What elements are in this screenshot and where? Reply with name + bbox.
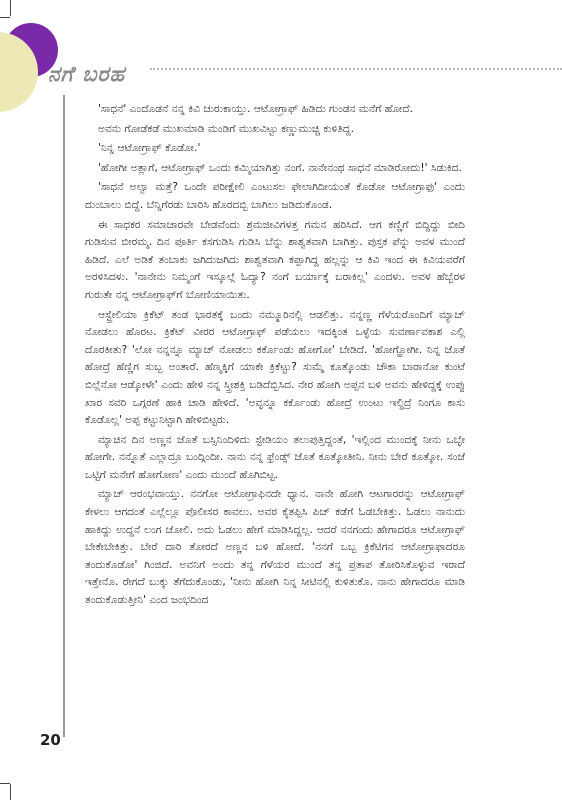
body-text [85,101,465,612]
crop-mark-top-h [0,17,10,18]
paragraph: ಮ್ಯಾಚಿನ ದಿನ ಅಣ್ಣನ ಜೊತೆ ಬಸ್ಸಿನಿಂದಿಳಿದು ಸ್ಟೇಡಿಯಂ ತಲುಪುತ್ತಿದ್ದಂತೆ, 'ಇಲ್ಲಿಂದ ಮುಂದಕ್ಕೆ ನೀನು ಒಬ್ಳೇ ಹೋಗೇ. ನನ್ನೊತೆ ಎಲ್ಲಾದ್ರೂ ಬಂದ್ಗಿಂದೀ. ನಾನು ನನ್ನ ಫ್ರೆಂಡ್ಸ್ ಜೊತೆ ಕೂತ್ಕೋತೀನಿ. ನೀನು ಬೇರೆ ಕೂತ್ಕೋ. ಸಂಜೆ ಒಟ್ಟಿಗೆ ಮನೇಗೆ ಹೋಗೋಣ' ಎಂದು ಮುಂದೆ ಹೊಗಿಬಿಟ್ಟ. [85,433,465,481]
page-number: 20 [40,731,61,749]
paragraph: ಆಸ್ಟ್ರೇಲಿಯಾ ಕ್ರಿಕೆಟ್ ತಂಡ ಭಾರತಕ್ಕೆ ಬಂದು ನಮ್ಮೂರಿನಲ್ಲಿ ಆಡಲಿತ್ತು. ನನ್ನಣ್ಣ ಗೆಳೆಯರೊಂದಿಗೆ ಮ್ಯಾಚ್ ನೋಡಲು ಹೊರಟ. ಕ್ರಿಕೆಟ್ ವೀರರ ಆಟೋಗ್ರಾಫ್ ಪಡೆಯಲು ಇದಕ್ಕಿಂತ ಒಳ್ಳೆಯ ಸುವರ್ಣಾವಕಾಶ ಎಲ್ಲಿ ದೊರಕೀತು? 'ಲೋ ನನ್ನನ್ನೂ ಮ್ಯಾಚ್ ನೋಡಲು ಕರ್ಕೊಂಡು ಹೋಗೋ' ಬೇಡಿದೆ. 'ಹೋಗ್ಹೋಗೀ. ನಿನ್ನ ಜೊತೆ ಹೋದ್ರೆ ಹೆಣ್ಣಿಗ ಸುಬ್ಬ ಅಂತಾರೆ. ಹೆಣ್ಮಕ್ಕಿಗೆ ಯಾಕೇ ಕ್ರಿಕೆಟ್ಟು? ಸುಮ್ಮೆ ಕೂತ್ಕೊಂಡು ಚೌಕಾ ಬಾರಾನೋ ಕುಂಟೆ ಬಿಲ್ಲೆನೋ ಆಡ್ಕೋಳೇ' ಎಂದು ಹೇಳಿ ನನ್ನ ಸ್ತ್ರೀಶಕ್ತಿ ಬಡಿದೆಬ್ಬಿಸಿದ. ನೇರ ಹೋಗಿ ಅಪ್ಪನ ಬಳಿ ಅವನು ಹೇಳಿದ್ದಕ್ಕೆ ಉಪ್ಪು ಖಾರ ಸವರಿ ಒಗ್ಗರಣೆ ಹಾಕಿ ಚಾಡಿ ಹೇಳಿದೆ. 'ಅವ್ಳನ್ನೂ ಕರ್ಕೊಂಡು ಹೋದ್ರೆ ಉಂಟು ಇಲ್ದಿದ್ರೆ ನಿಂಗೂ ಕಾಸು ಕೊಡೊಲ್ಲ' ಅಪ್ಪ ಕಟ್ಟುನಿಟ್ಟಾಗಿ ಹೇಳಿಬಿಟ್ಟರು. [85,308,465,427]
paragraph: 'ಸಾಧನೆ' ಎಂದೊಡನೆ ನನ್ನ ಕಿವಿ ಚುರುಕಾಯ್ತು. ಆಟೋಗ್ರಾಫ್ ಹಿಡಿದು ಗುಂಡನ ಮನೆಗೆ ಹೋದೆ. [98,103,413,115]
header-dotted-rule [150,68,562,70]
paragraph: 'ಹೋಗೀ ಅತ್ಲಾಗೆ, ಆಟೋಗ್ರಾಫ್ ಒಂದು ಕಮ್ಮಿಯಾಗಿತ್ತು ನಂಗೆ. ನಾನೇನಂಥ ಸಾಧನೆ ಮಾಡಿರೋದು!' ಸಿಡುಕಿದ. [98,161,462,174]
paragraph: ಈ ಸಾಧಕರ ಸಮಾಚಾರವೇ ಬೇಡವೆಂದು ಶ್ರಮಜೀವಿಗಳತ್ತ ಗಮನ ಹರಿಸಿದೆ. ಆಗ ಕಣ್ಣಿಗೆ ಬಿದ್ದಿದ್ದು ಬೀದಿ ಗುಡಿಸುವ ಬೀರಮ್ಮ. ದಿನ ಪೂರ್ತಿ ಕಸಗುಡಿಸಿ ಗುಡಿಸಿ ಬೆನ್ನು ಶಾಶ್ವತವಾಗಿ ಬಾಗಿತ್ತು. ಪುಸ್ತಕ ಪೆನ್ನು ಅವಳ ಮುಂದೆ ಹಿಡಿದೆ. ಎಲೆ ಅಡಿಕೆ ತಂಬಾಕು ಜಗಿದುಜಗಿದು ಶಾಶ್ವತವಾಗಿ ಕಪ್ಪಾಗಿದ್ದ ಹಲ್ಲನ್ನು ಆ ಕಿವಿ ಇಂದ ಈ ಕಿವಿಯವರೆಗೆ ಅರಳಿಸಿದಳು. 'ನಾನೇನು ನಿಮ್ಮಂಗೆ ಇಸ್ಕೂಲ್ಗೆ ಓದ್ಯಾ? ನಂಗೆ ಬರ್ಯಾಕ್ಕೆ ಬರಾಕಿಲ್ಲ' ಎಂದಳು. ಅವಳ ಹೆಬ್ಬೆರಳ ಗುರುತೇ ನನ್ನ ಆಟೋಗ್ರಾಫ್‌ಗೆ ಬೋಣಿಯಾಯಿತು. [85,218,465,301]
corner-decoration [0,0,80,120]
crop-mark-top [10,0,11,16]
side-rule [63,95,65,737]
crop-mark-bottom [10,784,11,800]
section-title: ನಗೆ ಬರಹ [48,62,126,86]
paragraph: ಮ್ಯಾಚ್ ಆರಂಭವಾಯ್ತು. ನನಗೋ ಆಟೋಗ್ರಾಫಿನದೇ ಧ್ಯಾನ. ನಾನೇ ಹೋಗಿ ಆಟಗಾರರನ್ನು ಆಟೋಗ್ರಾಫ್ ಕೇಳಲು ಆಗದಂತೆ ಎಲ್ಲೆಲ್ಲೂ ಪೊಲೀಸರ ಕಾವಲು. ಅವರ ಕೈತಪ್ಪಿಸಿ ಪಿಚ್ ಕಡೆಗೆ ಓಡಬೇಕಿತ್ತು. ಓಡಲು ನಾನುದು ಹಾಕಿದ್ದು ಉದ್ದನೆ ಲಂಗ ಚೋಲಿ. ಅದು ಓಡಲು ಹೇಗೆ ಮಾಡಿಸಿದ್ದಲ್ಲ. ಆದರೆ ನನಗಂದು ಹೇಗಾದರೂ ಆಟೋಗ್ರಾಫ್ ಬೇಕೇಬೇಕಿತ್ತು. ಬೇರೆ ದಾರಿ ತೋರದೆ ಅಣ್ಣನ ಬಳಿ ಹೋದೆ. 'ನನಗೆ ಒಬ್ಬ ಕ್ರಿಕೆಟಿಗನ ಆಟೋಗ್ರಾಫಾದರೂ ತಂದುಕೊಡೋ' ಗಿಂಜಿದೆ. ಅವನಿಗೆ ಅಂದು ತನ್ನ ಗೆಳೆಯರ ಮುಂದೆ ತನ್ನ ಪ್ರತಾಪ ತೋರಿಸಿಕೊಳ್ಳುವ ಇರಾದೆ ಇತ್ತೇನೊ. ರೇಗದೆ ಬುಕ್ಕು ತೆಗೆದುಕೊಂಡು, 'ನೀನು ಹೋಗಿ ನಿನ್ನ ಸೀಟಿನಲ್ಲಿ ಕುಳಿತುಕೊ. ನಾನು ಹೇಗಾದರೂ ಮಾಡಿ ತಂದುಕೊಡುತ್ತೀನಿ' ಎಂದ ಜಂಭದಿಂದ [85,488,465,607]
paragraph: 'ನಿನ್ನ ಆಟೋಗ್ರಾಫ್ ಕೊಡೋ.' [98,142,201,155]
crop-mark-bottom-h [0,783,10,784]
paragraph: 'ಸಾಧನೆ ಅಲ್ವಾ ಮತ್ತೆ? ಒಂದೇ ಪರೀಕ್ಷೇಲಿ ಎಂಟುಸಲ ಫೇಲಾಗಿದೀಯಂತೆ ಕೊಡೋ ಆಟೋಗ್ರಾಫು' ಎಂದು ದುಂಬಾಲು ಬಿದ್ದೆ. ಬೆನ್ನಿಗೆರಡು ಬಾರಿಸಿ ಹೊರದಬ್ಬಿ ಬಾಗಿಲು ಜಡಿದುಕೊಂಡ. [85,181,465,211]
paragraph: ಅವನು ಗೋಡೆಕಡೆ ಮುಖಮಾಡಿ ಮಂಡಿಗೆ ಮುಖವಿಟ್ಟು ಕಣ್ಣುಮುಚ್ಚಿ ಕುಳಿತಿದ್ದ. [98,122,355,135]
